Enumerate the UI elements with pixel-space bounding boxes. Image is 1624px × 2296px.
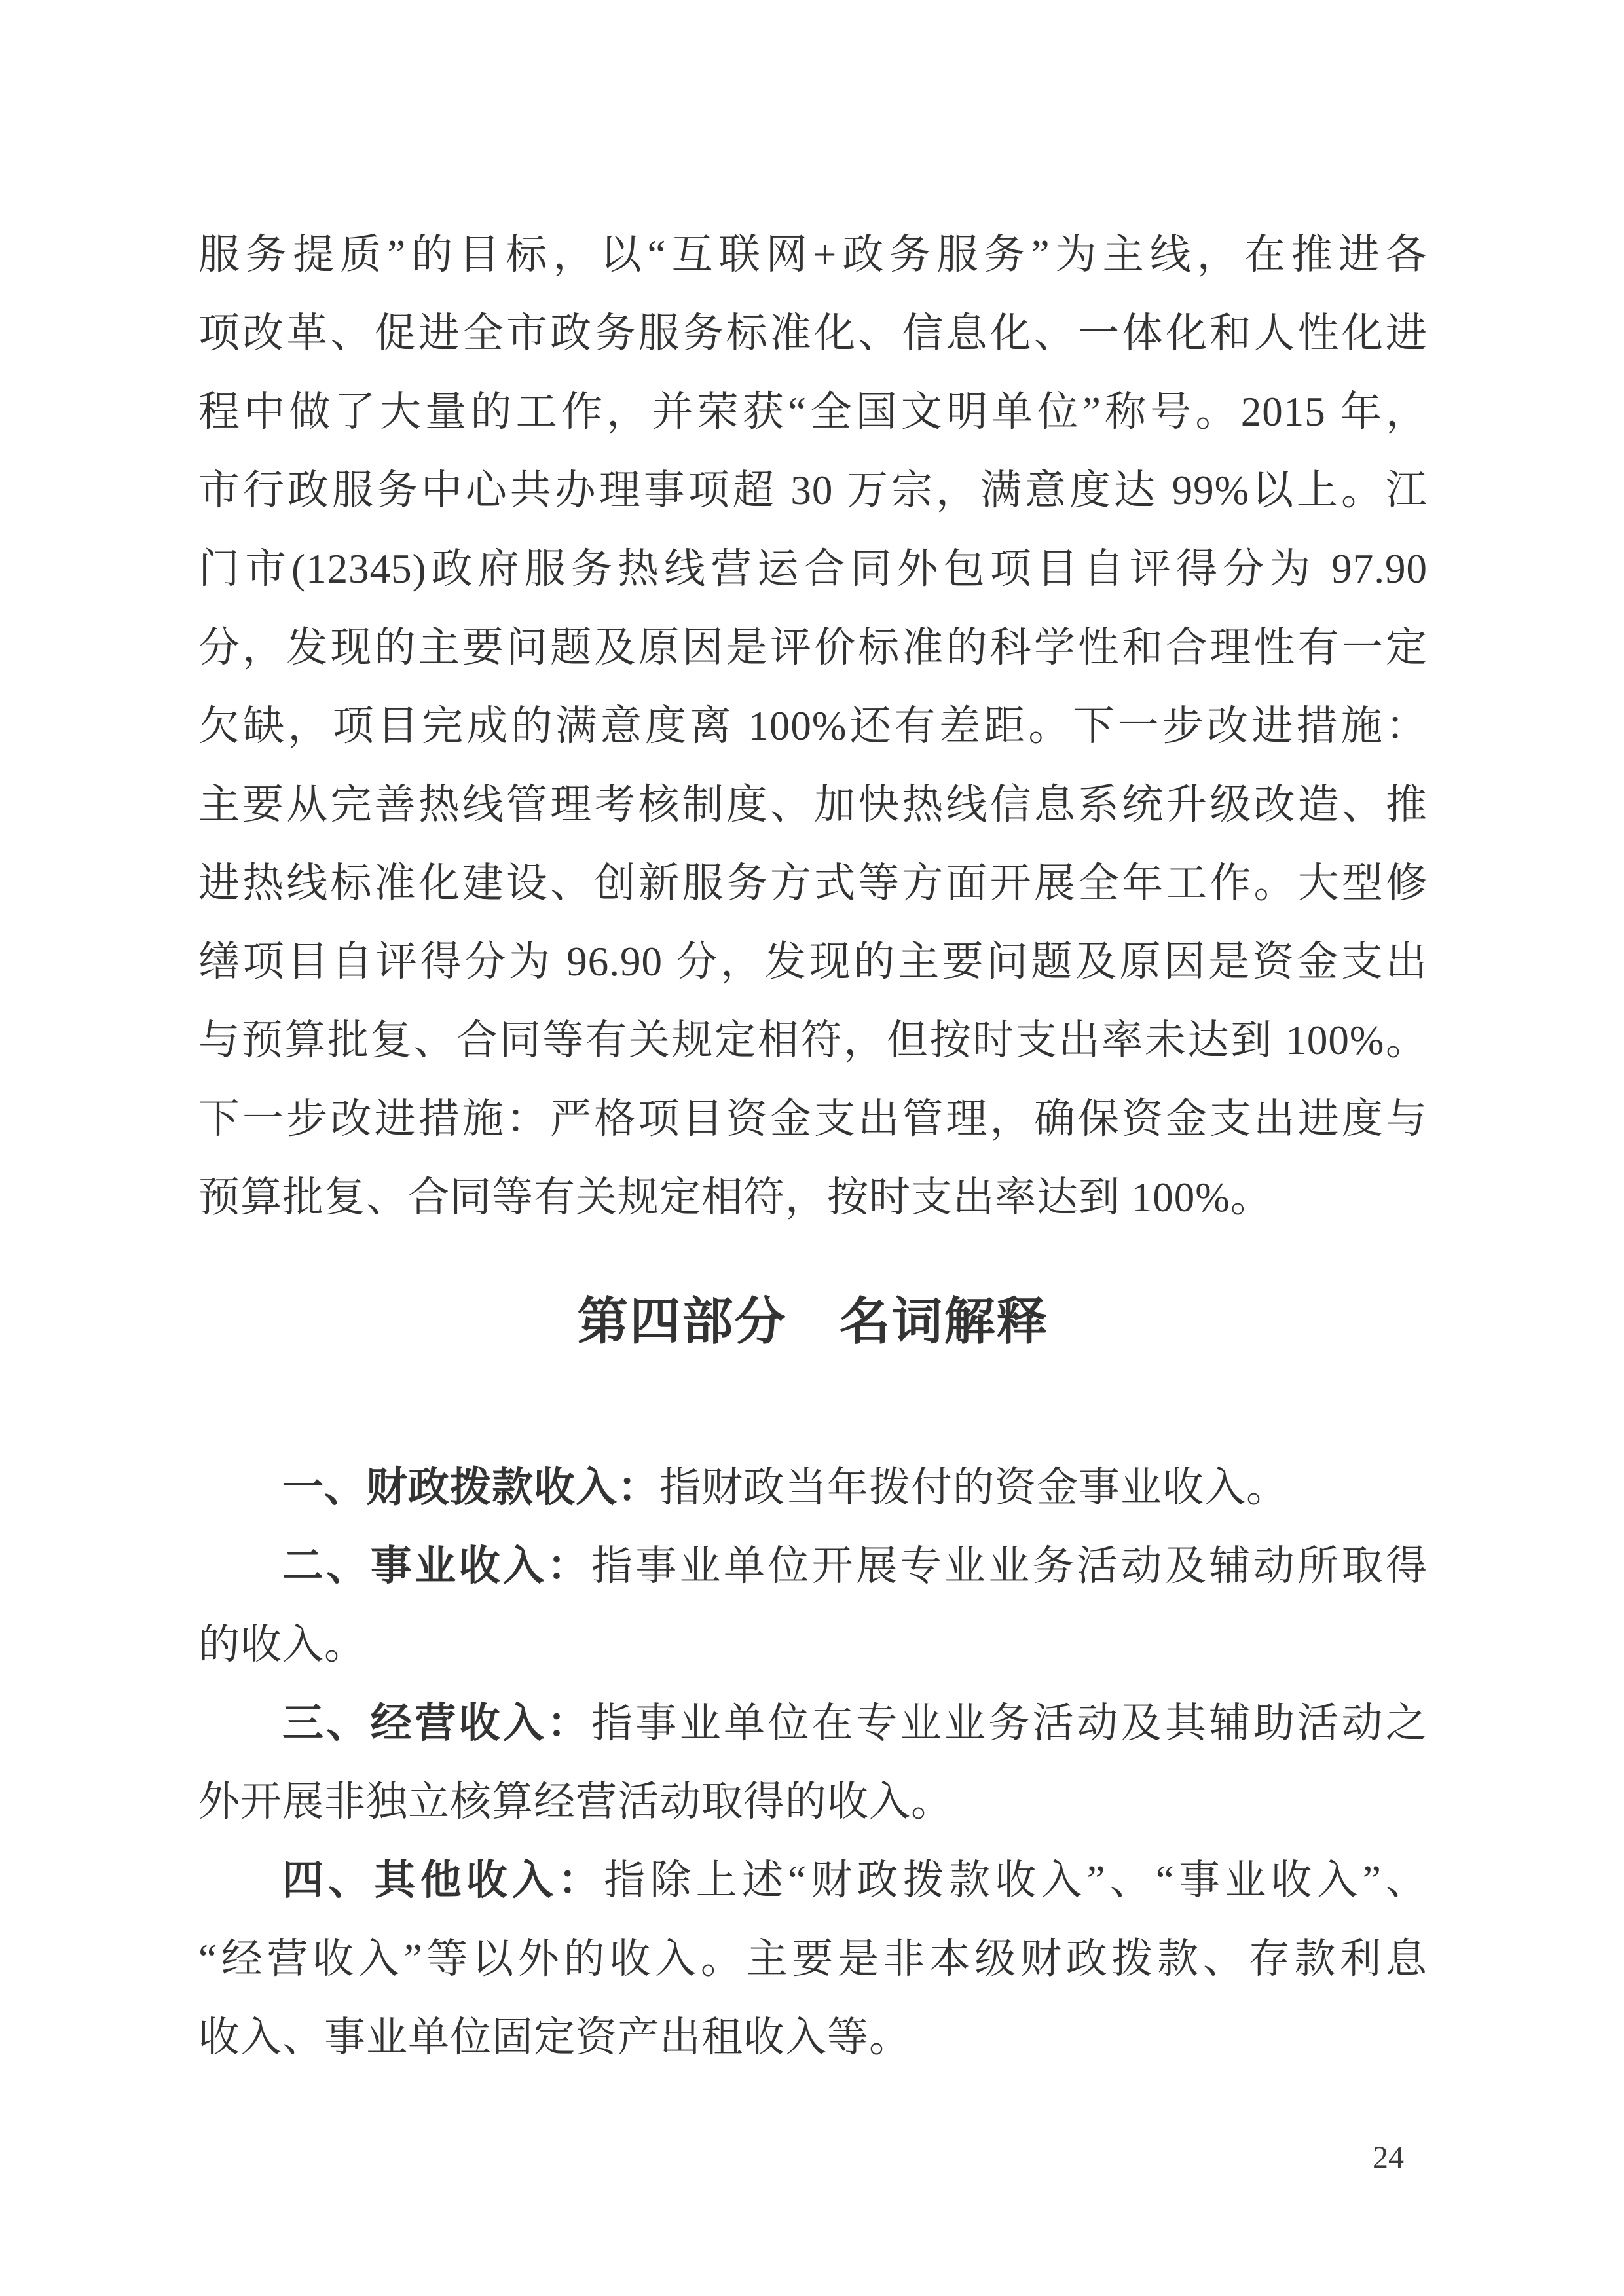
glossary-term: 二、事业收入： (282, 1543, 591, 1589)
body-line: 预算批复、合同等有关规定相符，按时支出率达到 100%。 (198, 1175, 1272, 1220)
text-block (198, 215, 1428, 2077)
glossary-item-2 (198, 1527, 1428, 1605)
section-heading: 第四部分 名词解释 (577, 1293, 1049, 1350)
body-line: 进热线标准化建设、创新服务方式等方面开展全年工作。大型修 (198, 860, 1428, 906)
glossary-item-1 (198, 1448, 1428, 1527)
glossary-item-4-continuation: 收入、事业单位固定资产出租收入等。 (198, 2014, 911, 2060)
body-line: 分，发现的主要问题及原因是评价标准的科学性和合理性有一定 (198, 625, 1428, 670)
body-line: 缮项目自评得分为 96.90 分，发现的主要问题及原因是资金支出 (198, 939, 1428, 985)
body-line: 主要从完善热线管理考核制度、加快热线信息系统升级改造、推 (198, 782, 1428, 828)
glossary-definition: 指除上述“财政拨款收入”、“事业收入”、 (604, 1857, 1428, 1903)
glossary-definition: 指财政当年拨付的资金事业收入。 (659, 1465, 1288, 1510)
body-line: 门市(12345)政府服务热线营运合同外包项目自评得分为 97.90 (198, 546, 1428, 592)
body-line: 市行政服务中心共办理事项超 30 万宗，满意度达 99%以上。江 (198, 467, 1428, 513)
body-line: 程中做了大量的工作，并荣获“全国文明单位”称号。2015 年， (198, 389, 1428, 435)
glossary-item-2-continuation: 的收入。 (198, 1622, 366, 1667)
glossary-term: 四、其他收入： (282, 1857, 604, 1903)
glossary-item-3 (198, 1684, 1428, 1762)
glossary-term: 一、财政拨款收入： (282, 1465, 659, 1510)
body-line: 与预算批复、合同等有关规定相符，但按时支出率未达到 100%。 (198, 1017, 1428, 1063)
glossary-term: 三、经营收入： (282, 1700, 591, 1746)
body-paragraph (198, 215, 1428, 1237)
glossary-item-4 (198, 1841, 1428, 1920)
body-line: 服务提质”的目标，以“互联网+政务服务”为主线，在推进各 (198, 232, 1428, 278)
body-line: 下一步改进措施：严格项目资金支出管理，确保资金支出进度与 (198, 1096, 1428, 1142)
body-line: 欠缺，项目完成的满意度离 100%还有差距。下一步改进措施： (198, 703, 1428, 749)
glossary-definition: 指事业单位在专业业务活动及其辅助活动之 (591, 1700, 1428, 1746)
page-number: 24 (1373, 2140, 1404, 2175)
glossary-section (198, 1448, 1428, 2077)
glossary-item-4-continuation: “经营收入”等以外的收入。主要是非本级财政拨款、存款利息 (198, 1936, 1428, 1982)
glossary-item-3-continuation: 外开展非独立核算经营活动取得的收入。 (198, 1779, 953, 1825)
body-line: 项改革、促进全市政务服务标准化、信息化、一体化和人性化进 (198, 310, 1428, 356)
glossary-definition: 指事业单位开展专业业务活动及辅动所取得 (591, 1543, 1428, 1589)
